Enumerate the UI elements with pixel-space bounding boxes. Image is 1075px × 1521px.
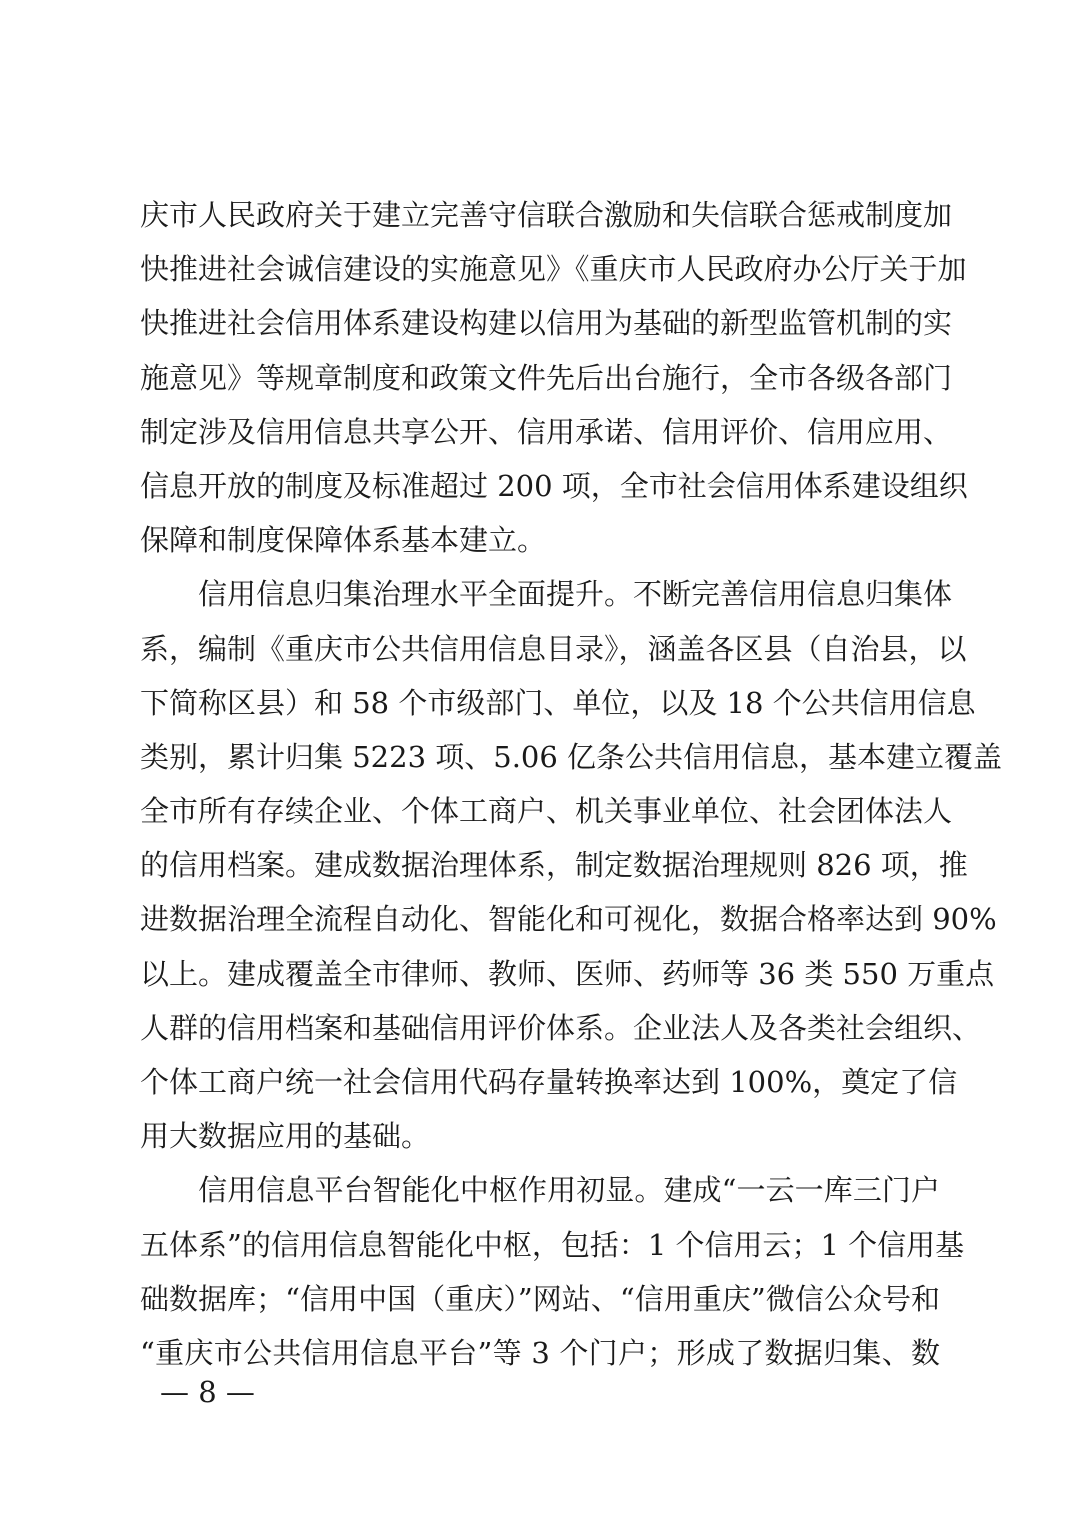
text-line: “重庆市公共信用信息平台”等 3 个门户；形成了数据归集、数 bbox=[140, 1335, 940, 1370]
text-line: 全市所有存续企业、个体工商户、机关事业单位、社会团体法人 bbox=[140, 794, 953, 829]
text-line: 快推进社会诚信建设的实施意见》《重庆市人民政府办公厅关于加 bbox=[140, 252, 967, 287]
text-line: 系，编制《重庆市公共信用信息目录》，涵盖各区县（自治县，以 bbox=[140, 631, 967, 666]
text-line: 类别，累计归集 5223 项、5.06 亿条公共信用信息，基本建立覆盖 bbox=[140, 739, 1003, 774]
page-number: — 8 — bbox=[160, 1375, 255, 1409]
text-line: 的信用档案。建成数据治理体系，制定数据治理规则 826 项，推 bbox=[140, 848, 968, 883]
text-line: 个体工商户统一社会信用代码存量转换率达到 100%，奠定了信 bbox=[140, 1065, 958, 1099]
text-line: 制定涉及信用信息共享公开、信用承诺、信用评价、信用应用、 bbox=[140, 414, 953, 449]
text-line: 信用信息归集治理水平全面提升。不断完善信用信息归集体 bbox=[140, 577, 953, 612]
text-line: 础数据库；“信用中国（重庆）”网站、“信用重庆”微信公众号和 bbox=[140, 1281, 940, 1316]
text-line: 信用信息平台智能化中枢作用初显。建成“一云一库三门户 bbox=[140, 1173, 940, 1208]
text-line: 下简称区县）和 58 个市级部门、单位，以及 18 个公共信用信息 bbox=[140, 685, 976, 720]
text-line: 庆市人民政府关于建立完善守信联合激励和失信联合惩戒制度加 bbox=[140, 198, 953, 232]
text-line: 保障和制度保障体系基本建立。 bbox=[140, 523, 547, 558]
text-line: 以上。建成覆盖全市律师、教师、医师、药师等 36 类 550 万重点 bbox=[140, 956, 995, 991]
body-text bbox=[140, 188, 1003, 1380]
text-line: 用大数据应用的基础。 bbox=[140, 1119, 431, 1154]
text-line: 五体系”的信用信息智能化中枢，包括：1 个信用云；1 个信用基 bbox=[140, 1227, 965, 1262]
text-line: 人群的信用档案和基础信用评价体系。企业法人及各类社会组织、 bbox=[140, 1010, 982, 1045]
text-line: 信息开放的制度及标准超过 200 项，全市社会信用体系建设组织 bbox=[140, 468, 968, 503]
text-line: 快推进社会信用体系建设构建以信用为基础的新型监管机制的实 bbox=[140, 306, 953, 341]
text-line: 施意见》等规章制度和政策文件先后出台施行，全市各级各部门 bbox=[140, 360, 953, 395]
text-line: 进数据治理全流程自动化、智能化和可视化，数据合格率达到 90% bbox=[140, 902, 997, 937]
